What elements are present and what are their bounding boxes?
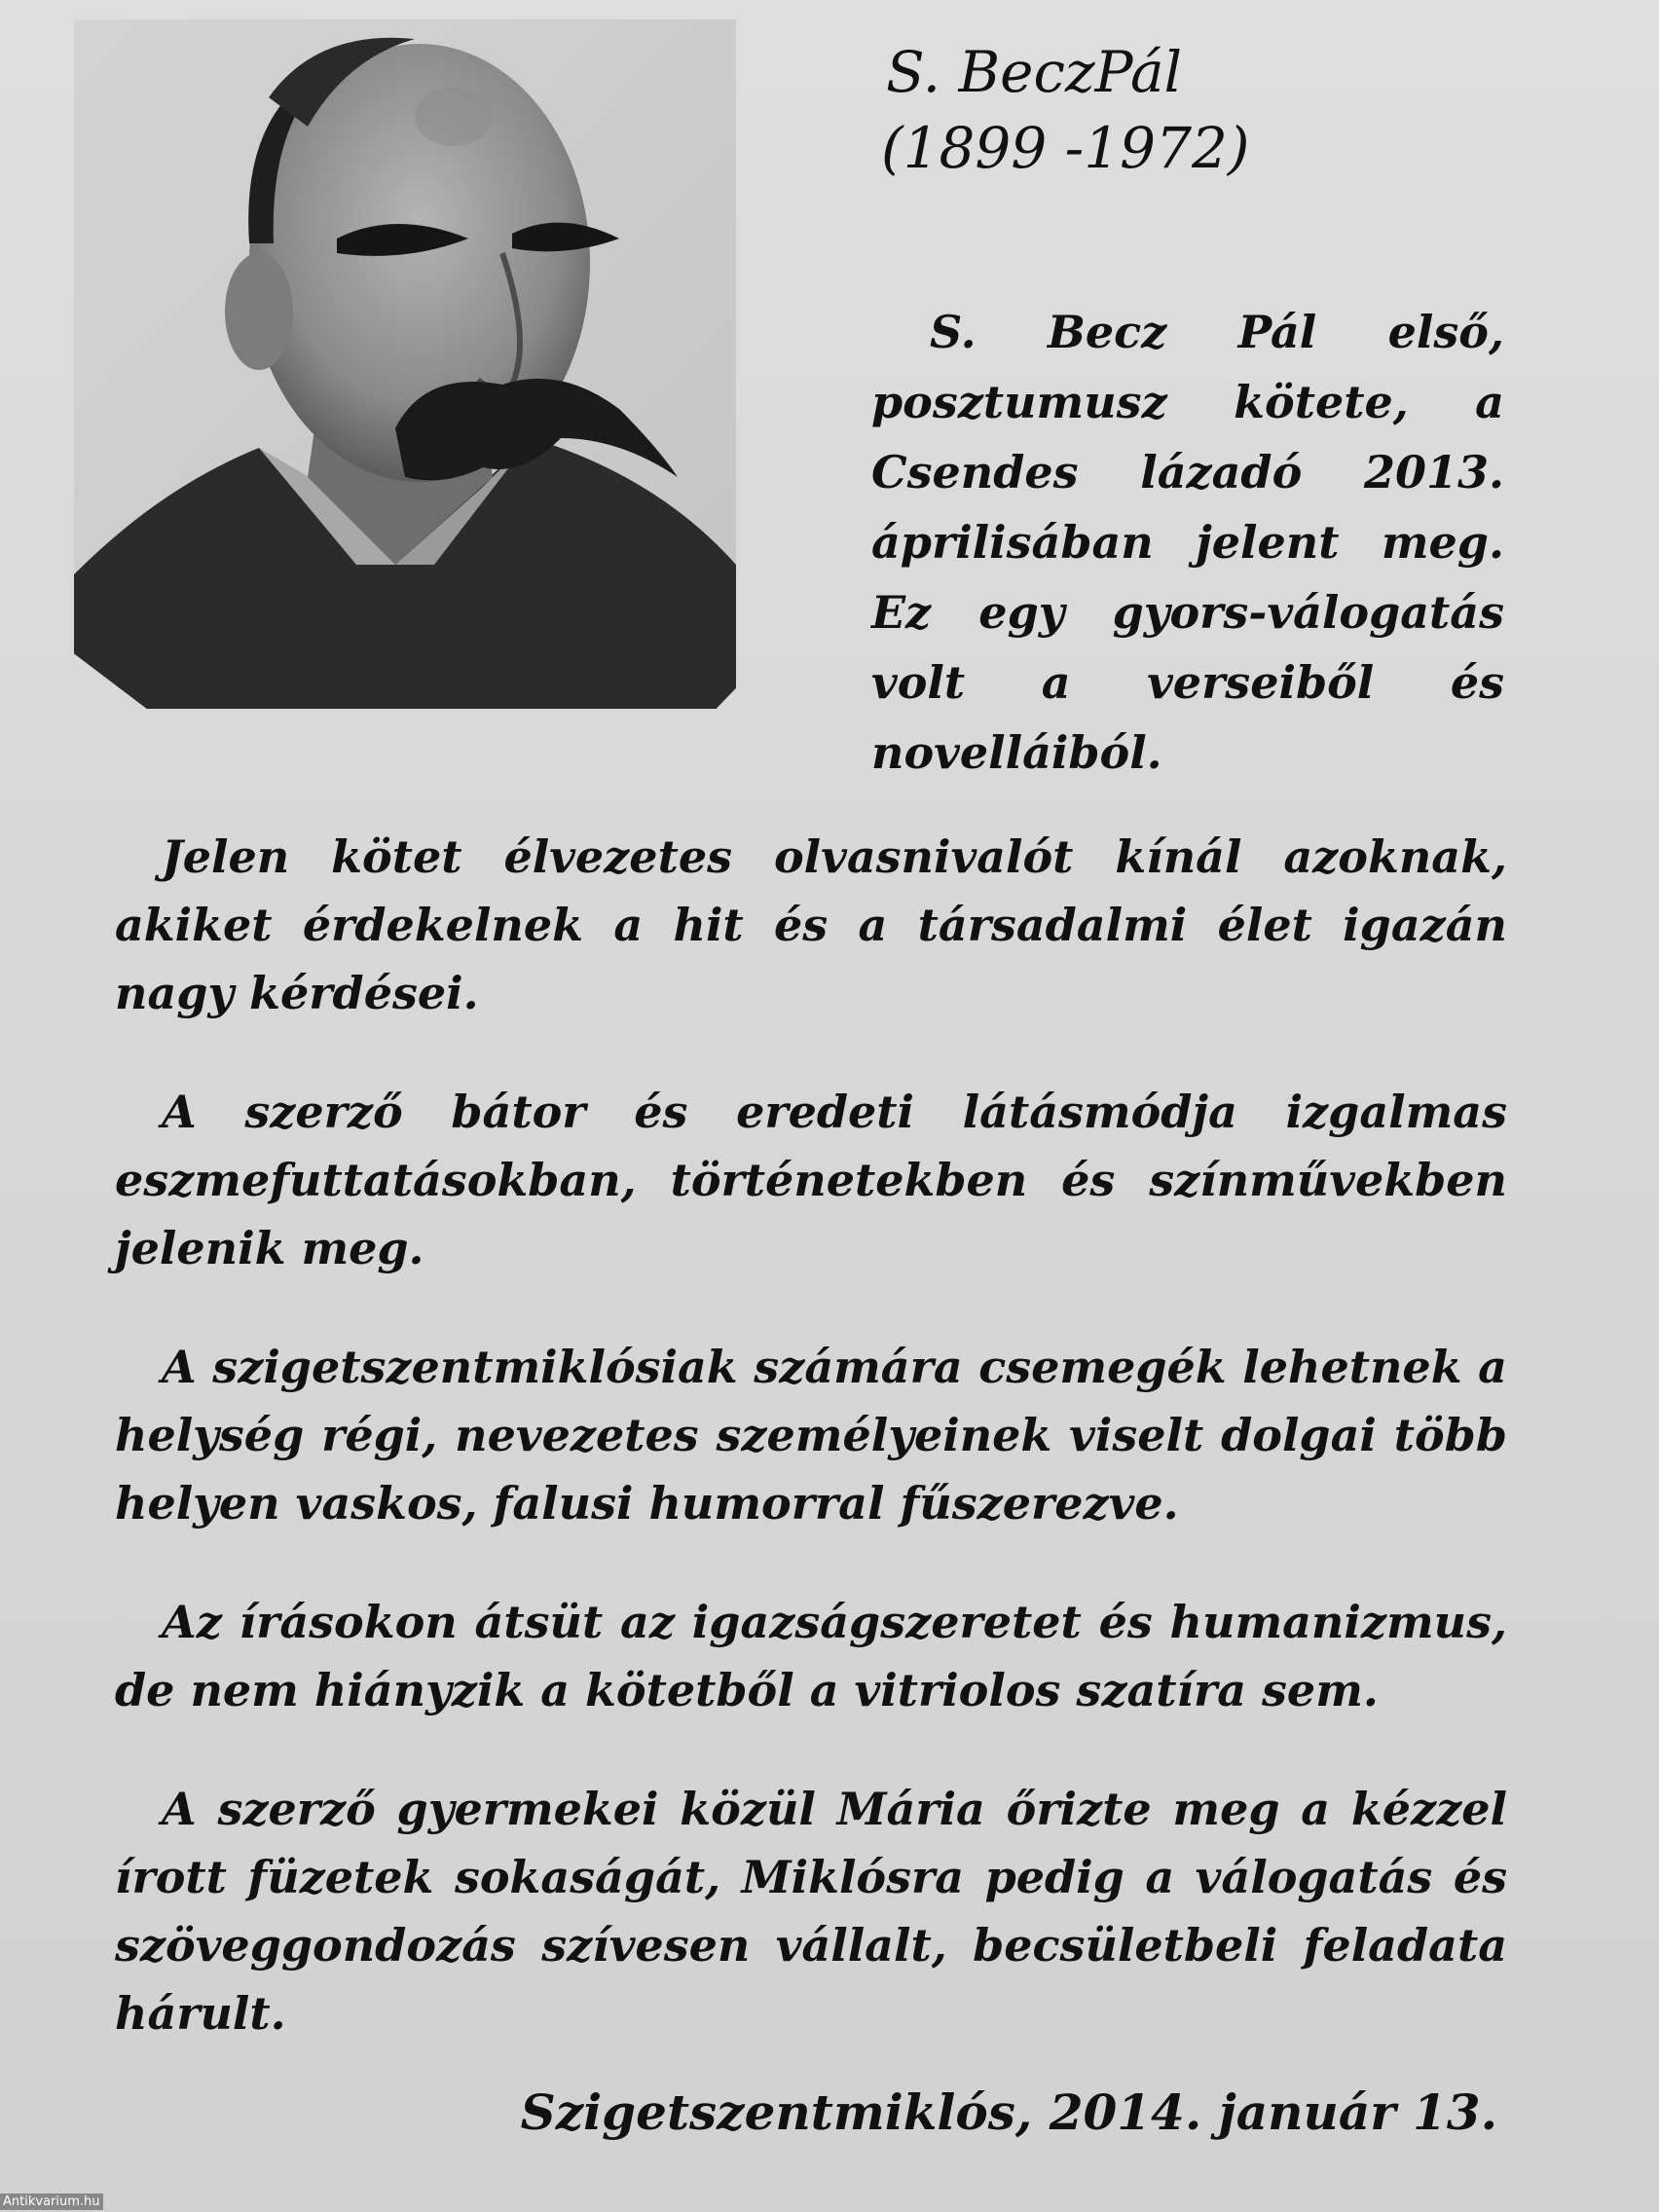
paragraph: A szerző bátor és eredeti látásmódja izgalmas eszmefuttatásokban, történetekben és színművekben jelenik meg. bbox=[115, 1086, 1507, 1274]
author-portrait bbox=[74, 19, 736, 709]
author-dates: (1899 -1972) bbox=[881, 115, 1250, 181]
body-text bbox=[115, 823, 1507, 2098]
paragraph: Jelen kötet élvezetes olvasnivalót kínál azoknak, akiket érdekelnek a hit és a társadalmi élet igazán nagy kérdései. bbox=[115, 830, 1507, 1019]
author-name: S. BeczPál bbox=[886, 39, 1183, 105]
watermark: Antikvarium.hu bbox=[0, 2194, 103, 2210]
intro-paragraph: S. Becz Pál első, posztumusz kötete, a Csendes lázadó 2013. áprilisában jelent meg. Ez egy gyors-válogatás volt a verseiből és novelláiból. bbox=[871, 306, 1504, 779]
paragraph: A szigetszentmiklósiak számára csemegék lehetnek a helység régi, nevezetes személyeinek viselt dolgai több helyen vaskos, falusi humorral fűszerezve. bbox=[115, 1341, 1507, 1530]
paragraph: A szerző gyermekei közül Mária őrizte meg a kézzel írott füzetek sokaságát, Miklósra pedig a válogatás és szöveggondozás szívesen vállalt, becsületbeli feladata hárult. bbox=[115, 1783, 1507, 2040]
paragraph: Az írásokon átsüt az igazságszeretet és humanizmus, de nem hiányzik a kötetből a vitriolos szatíra sem. bbox=[115, 1596, 1507, 1716]
portrait-drawing bbox=[74, 19, 736, 709]
place-date-signature: Szigetszentmiklós, 2014. január 13. bbox=[520, 2083, 1497, 2141]
